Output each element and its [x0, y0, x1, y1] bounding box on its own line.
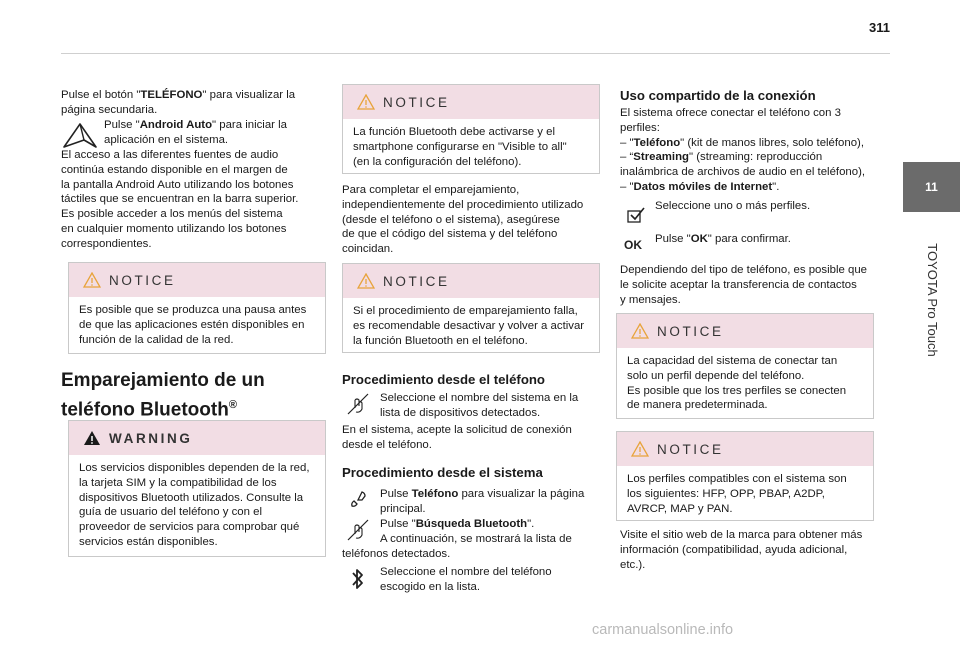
connection-sharing-heading: Uso compartido de la conexión [620, 88, 816, 103]
system-procedure-heading: Procedimiento desde el sistema [342, 465, 543, 480]
phone-step-select: Seleccione el nombre del sistema en la lista de dispositivos detectados. [380, 392, 579, 419]
notice-box [342, 263, 600, 353]
page-number: 311 [869, 20, 890, 35]
notice-box [68, 262, 326, 354]
notice-header [69, 263, 325, 297]
warning-title: WARNING [109, 430, 193, 446]
warning-text: Los servicios disponibles dependen de la red, la tarjeta SIM y la compatibilidad de los dispositivos Bluetooth utilizados. Consulte la guía de usuario del teléfono y con el proveedor de servicios para comprobar qué servicios están disponibles. [79, 462, 310, 548]
notice-header [617, 432, 873, 466]
notice-text: Los perfiles compatibles con el sistema son los siguientes: HFP, OPP, PBAP, A2DP, AVRCP, MAP y PAN. [627, 473, 847, 515]
select-profiles-step: Seleccione uno o más perfiles. [655, 200, 811, 212]
notice-text: La capacidad del sistema de conectar tan solo un perfil depende del teléfono. Es posible que los tres perfiles se conecten de manera predeterminada. [627, 355, 847, 412]
notice-text: La función Bluetooth debe activarse y el smartphone configurarse en "Visible to all" (en la configuración del teléfono). [353, 126, 567, 168]
system-step-search: Pulse "Búsqueda Bluetooth". A continuación, se mostrará la lista de [380, 518, 572, 545]
android-auto-icon [62, 122, 98, 150]
audio-sources-paragraph: El acceso a las diferentes fuentes de audio continúa estando disponible en el margen de la pantalla Android Auto utilizando los botones táctiles que se encuentran en la barra superior. Es posible acceder a los menús del sistema en cualquier momento utilizando los botones correspondientes. [61, 149, 299, 250]
contacts-transfer-paragraph: Dependiendo del tipo de teléfono, es posible que le solicite aceptar la transferencia de contactos y mensajes. [620, 264, 867, 306]
notice-header [343, 264, 599, 298]
system-step-phone: Pulse Teléfono para visualizar la página principal. [380, 488, 585, 515]
caution-icon [357, 273, 375, 289]
notice-text: Si el procedimiento de emparejamiento falla, es recomendable desactivar y volver a activar la función Bluetooth en el teléfono. [353, 305, 585, 347]
header-rule [61, 53, 890, 54]
notice-box [616, 431, 874, 521]
phone-procedure-heading: Procedimiento desde el teléfono [342, 372, 545, 387]
phone-handset-icon [348, 488, 370, 510]
chapter-label: TOYOTA Pro Touch [925, 243, 940, 357]
notice-title: NOTICE [383, 94, 450, 110]
caution-icon [357, 94, 375, 110]
system-step-list: teléfonos detectados. [342, 548, 451, 560]
checkbox-select-icon [626, 206, 646, 224]
visit-website-paragraph: Visite el sitio web de la marca para obtener más información (compatibilidad, ayuda adicional, etc.). [620, 529, 863, 571]
android-auto-instruction: Pulse "Android Auto" para iniciar la aplicación en el sistema. [104, 119, 287, 146]
caution-icon [631, 441, 649, 457]
notice-header [343, 85, 599, 119]
chapter-tab[interactable]: 11 [903, 162, 960, 212]
warning-box [68, 420, 326, 557]
watermark: carmanualsonline.info [592, 622, 734, 638]
notice-title: NOTICE [657, 323, 724, 339]
caution-icon [631, 323, 649, 339]
notice-title: NOTICE [383, 273, 450, 289]
warning-header [69, 421, 325, 455]
touch-tap-icon [346, 518, 370, 542]
notice-box [342, 84, 600, 174]
system-step-choose: Seleccione el nombre del teléfono escogido en la lista. [380, 566, 552, 593]
profiles-paragraph: El sistema ofrece conectar el teléfono con 3 perfiles: – "Teléfono" (kit de manos libres, solo teléfono), – “Streaming" (streaming: reproducción inalámbrica de archivos de audio en el teléfono), – "Datos móviles de Internet". [620, 107, 866, 193]
caution-icon [83, 272, 101, 288]
section-heading: Emparejamiento de un teléfono Bluetooth® [61, 370, 265, 421]
intro-paragraph: Pulse el botón "TELÉFONO" para visualizar la página secundaria. [61, 89, 296, 116]
notice-title: NOTICE [109, 272, 176, 288]
bluetooth-icon [350, 566, 366, 592]
warning-icon [83, 430, 101, 446]
confirm-step: Pulse "OK" para confirmar. [655, 233, 791, 245]
pairing-code-paragraph: Para completar el emparejamiento, independientemente del procedimiento utilizado (desde el teléfono o el sistema), asegúrese de que el código del sistema y del teléfono coincidan. [342, 184, 584, 256]
notice-text: Es posible que se produzca una pausa antes de que las aplicaciones estén disponibles en función de la calidad de la red. [79, 304, 307, 346]
touch-tap-icon [346, 392, 370, 416]
ok-icon: OK [624, 238, 642, 252]
notice-title: NOTICE [657, 441, 724, 457]
notice-box [616, 313, 874, 419]
phone-step-accept: En el sistema, acepte la solicitud de conexión desde el teléfono. [342, 424, 572, 451]
notice-header [617, 314, 873, 348]
